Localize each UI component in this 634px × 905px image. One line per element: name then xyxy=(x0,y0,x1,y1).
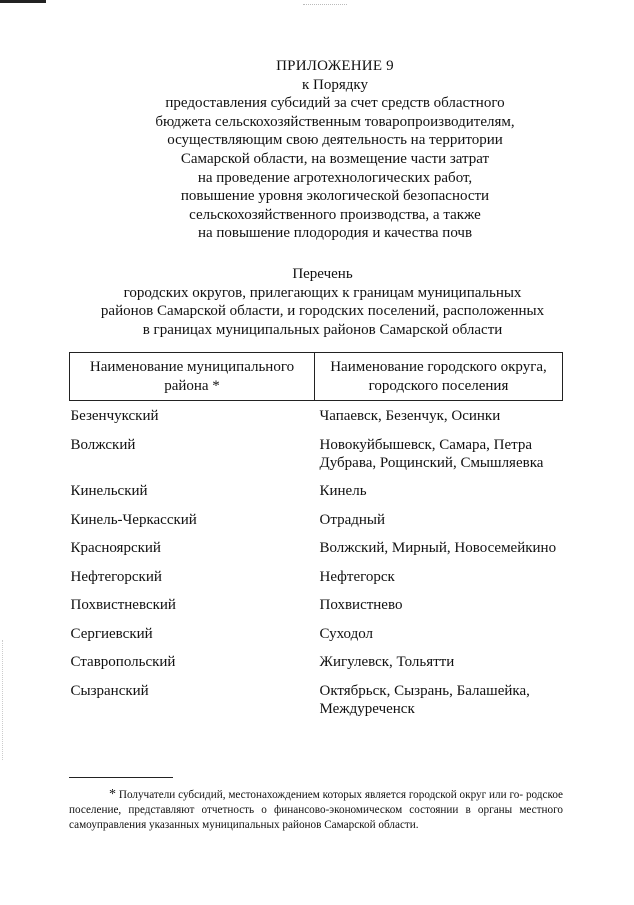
column-header-towns xyxy=(315,353,563,401)
appendix-line: Самарской области, на возмещение части затрат xyxy=(180,150,490,167)
towns-line: Дубрава, Рощинский, Смышляевка xyxy=(319,455,544,472)
footnote-indent xyxy=(69,789,109,801)
appendix-line: осуществляющим свою деятельность на территории xyxy=(167,132,503,149)
districts-table xyxy=(69,352,563,728)
district-cell: Кинель-Черкасский xyxy=(70,511,197,528)
footnote-line: местного самоуправления указанных муниципальных районов Самарской области. xyxy=(69,804,563,831)
table-row xyxy=(70,653,563,682)
towns-cell xyxy=(315,482,563,511)
district-cell: Ставропольский xyxy=(70,654,176,670)
towns-line: Чапаевск, Безенчук, Осинки xyxy=(319,408,501,424)
district-cell: Красноярский xyxy=(70,540,161,556)
towns-line: Октябрьск, Сызрань, Балашейка, xyxy=(319,682,530,699)
scan-edge-dots xyxy=(2,640,5,760)
header-line: городского поселения xyxy=(368,377,509,394)
towns-cell xyxy=(315,653,563,682)
appendix-line: на повышение плодородия и качества почв xyxy=(197,225,473,242)
towns-cell xyxy=(315,682,563,729)
footnote-line: Получатели субсидий, местонахождением которых является городской округ или го- xyxy=(118,789,524,801)
district-cell: Безенчукский xyxy=(70,408,159,424)
towns-line: Междуреченск xyxy=(319,701,415,718)
towns-line: Жигулевск, Тольятти xyxy=(319,654,455,670)
footnote-divider xyxy=(69,777,173,778)
appendix-line: бюджета сельскохозяйственным товаропроизводителям, xyxy=(155,113,515,130)
footnote xyxy=(69,787,563,833)
table-row xyxy=(70,539,563,568)
appendix-block xyxy=(150,57,520,243)
table-row xyxy=(70,625,563,654)
appendix-line: повышение уровня экологической безопасности xyxy=(180,188,490,205)
table-row xyxy=(70,401,563,436)
footnote-line: родское поселение, представляют отчетность о финансово-экономическом состоянии в органы xyxy=(69,789,564,816)
table-row xyxy=(70,511,563,540)
towns-cell xyxy=(315,596,563,625)
towns-cell xyxy=(315,511,563,540)
towns-line: Новокуйбышевск, Самара, Петра xyxy=(319,436,533,453)
district-cell: Сергиевский xyxy=(70,625,153,642)
list-subtitle-line: районов Самарской области, и городских поселений, расположенных xyxy=(100,303,545,320)
district-cell: Похвистневский xyxy=(70,597,176,613)
appendix-line: к Порядку xyxy=(302,76,368,93)
towns-line: Нефтегорск xyxy=(319,568,395,585)
table-row xyxy=(70,482,563,511)
district-cell: Кинельский xyxy=(70,483,148,499)
list-subtitle-line: в границах муниципальных районов Самарской области xyxy=(142,321,503,338)
towns-cell xyxy=(315,539,563,568)
column-header-district xyxy=(70,353,315,401)
footnote-marker: * xyxy=(109,787,116,802)
appendix-line: сельскохозяйственного производства, а также xyxy=(189,206,481,223)
towns-cell xyxy=(315,401,563,436)
table-header-row xyxy=(70,353,563,401)
list-subtitle-line: городских округов, прилегающих к границам муниципальных xyxy=(123,284,522,301)
appendix-line: на проведение агротехнологических работ, xyxy=(197,169,473,186)
table-row xyxy=(70,436,563,483)
header-line: района * xyxy=(164,377,220,394)
scan-edge-mark xyxy=(0,0,46,3)
towns-line: Похвистнево xyxy=(319,597,403,613)
towns-line: Кинель xyxy=(319,483,367,499)
header-line: Наименование городского округа, xyxy=(330,358,547,375)
list-title: Перечень xyxy=(292,266,353,282)
district-cell: Волжский xyxy=(70,436,136,453)
header-line: Наименование муниципального xyxy=(89,358,295,375)
table-row xyxy=(70,568,563,597)
towns-cell xyxy=(315,436,563,483)
scan-artifact xyxy=(303,4,347,11)
towns-cell xyxy=(315,625,563,654)
towns-cell xyxy=(315,568,563,597)
appendix-title: ПРИЛОЖЕНИЕ 9 xyxy=(276,58,394,74)
table-row xyxy=(70,682,563,729)
appendix-line: предоставления субсидий за счет средств областного xyxy=(165,95,505,112)
towns-line: Отрадный xyxy=(319,511,385,528)
towns-line: Волжский, Мирный, Новосемейкино xyxy=(319,540,557,556)
district-cell: Сызранский xyxy=(70,682,149,699)
list-heading xyxy=(60,265,585,339)
table-row xyxy=(70,596,563,625)
district-cell: Нефтегорский xyxy=(70,568,162,585)
towns-line: Суходол xyxy=(319,625,374,642)
